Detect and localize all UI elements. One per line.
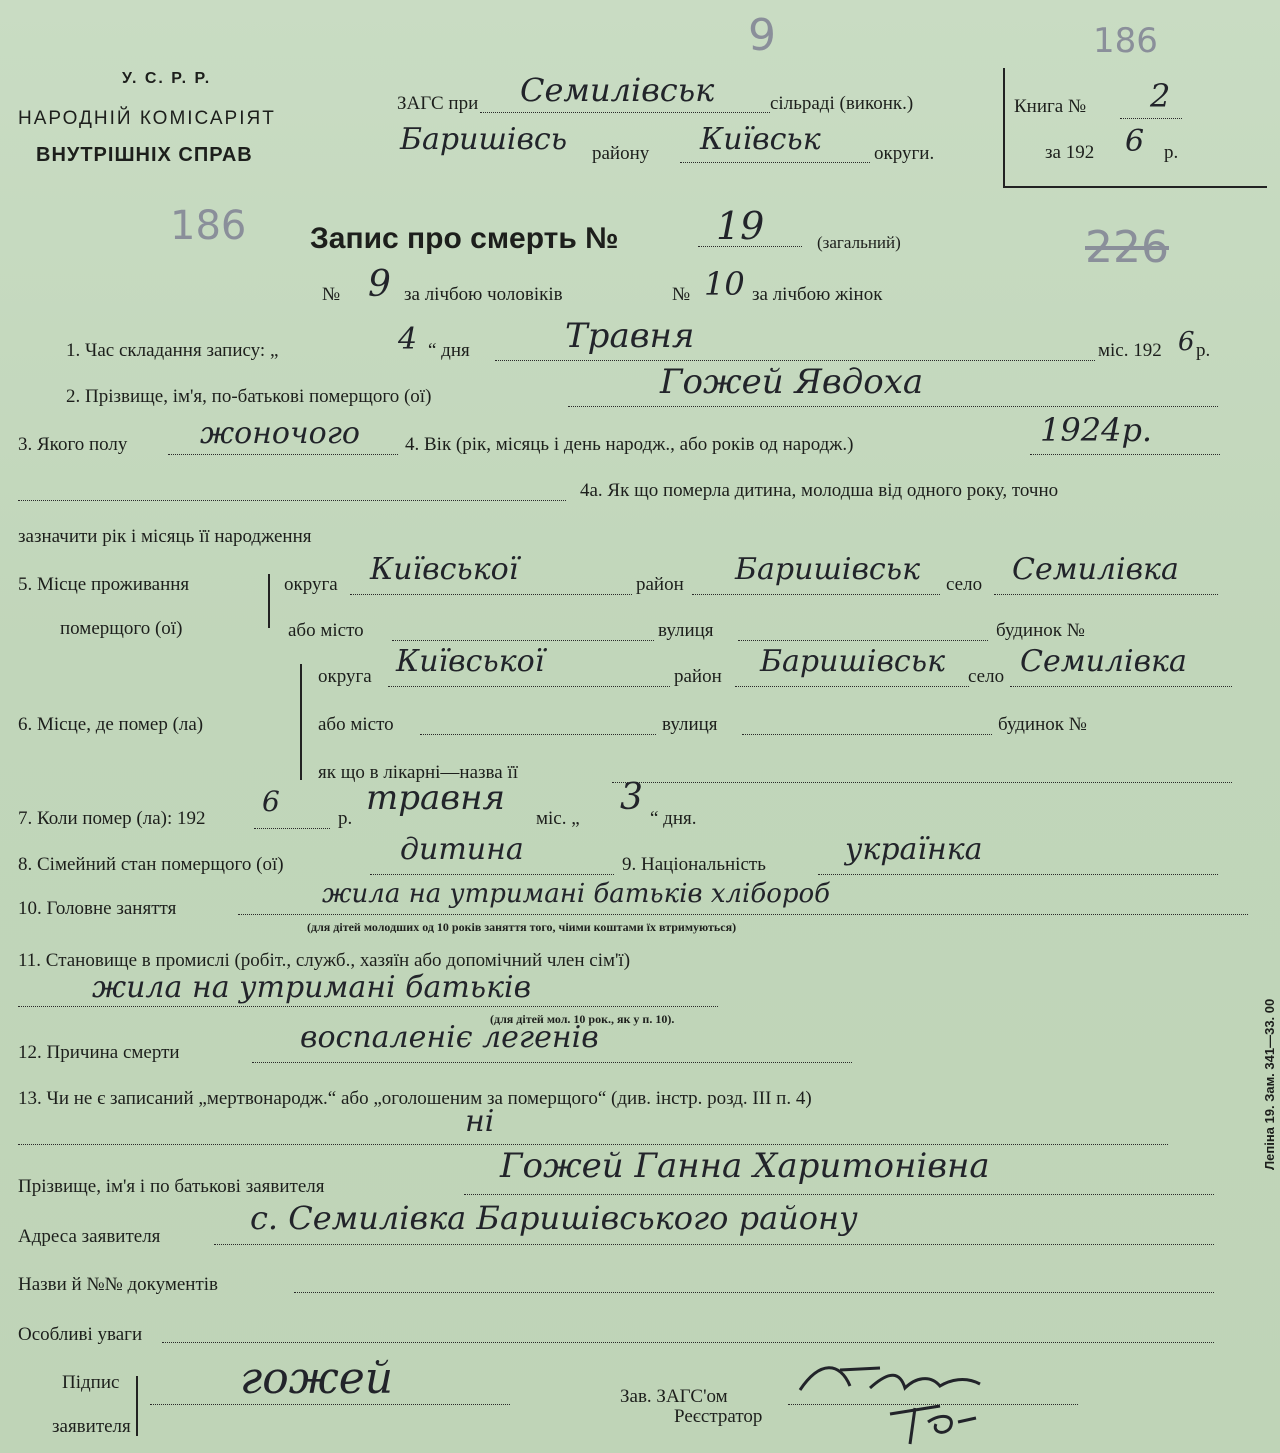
- field6-hospital: як що в лікарні—назва її: [318, 762, 518, 783]
- field11-value: жила на утримані батьків: [92, 970, 532, 1005]
- zags-underline: [480, 112, 770, 113]
- field4a-leading-underline: [18, 500, 566, 501]
- women-number: 10: [704, 265, 745, 303]
- applicant-signature: гожей: [240, 1353, 394, 1404]
- field6-raion-value: Баришівськ: [760, 644, 945, 679]
- field9-label: 9. Національність: [622, 854, 766, 875]
- field9-value: українка: [845, 832, 983, 867]
- sign-label-1: Підпис: [62, 1372, 120, 1393]
- field1-underline: [495, 360, 1095, 361]
- field6-vulytsia-underline: [742, 734, 992, 735]
- okruga-underline: [680, 162, 870, 163]
- field9-underline: [818, 874, 1218, 875]
- record-title: Запис про смерть №: [310, 222, 619, 255]
- field6-okruga-underline: [388, 686, 670, 687]
- field4a-label: 4а. Як що померла дитина, молодша від одного року, точно: [580, 480, 1059, 501]
- raion-handwritten: Баришівсь: [400, 122, 568, 157]
- okruga-label: округи.: [874, 143, 935, 164]
- okruga-handwritten: Київськ: [700, 122, 821, 157]
- field5-selo-value: Семилівка: [1012, 552, 1179, 587]
- year-digit: 6: [1125, 124, 1145, 159]
- field11-note: (для дітей мол. 10 рок., як у п. 10).: [490, 1012, 675, 1026]
- field1-label: 1. Час складання запису: „: [66, 340, 279, 361]
- field6-raion: район: [674, 666, 722, 687]
- field5-label2: померщого (ої): [60, 618, 183, 639]
- field3-value: жоночого: [200, 416, 360, 451]
- field8-label: 8. Сімейний стан померщого (ої): [18, 854, 284, 875]
- record-suffix: (загальний): [817, 233, 901, 252]
- field7-year: 6: [262, 785, 280, 818]
- book-label: Книга №: [1014, 96, 1087, 117]
- notes-label: Особливі уваги: [18, 1324, 143, 1345]
- address-value: с. Семилівка Баришівського району: [250, 1199, 858, 1237]
- zags-suffix: сільраді (виконк.): [770, 93, 914, 114]
- field1-mid: “ дня: [428, 340, 470, 361]
- men-no-sign: №: [322, 284, 341, 305]
- field2-value: Гожей Явдоха: [660, 362, 924, 402]
- field6-selo-underline: [1010, 686, 1232, 687]
- field5-okruga: округа: [284, 574, 338, 595]
- field5-misto-underline: [392, 640, 654, 641]
- field12-value: воспаленіє легенів: [300, 1020, 599, 1055]
- pencil-note-top: 186: [1093, 21, 1158, 61]
- year-suffix: р.: [1164, 142, 1179, 163]
- zags-village-handwritten: Семилівськ: [520, 71, 715, 109]
- registrar-signature: [880, 1392, 990, 1452]
- field13-label: 13. Чи не є записаний „мертвонародж.“ або „оголошеним за померщого“ (див. інстр. розд. III п. 4): [18, 1088, 812, 1109]
- field7-day: 3: [620, 777, 643, 818]
- field11-label: 11. Становище в промислі (робіт., служб., хазяїн або допомічний член сім'ї): [18, 950, 631, 971]
- field6-misto: або місто: [318, 714, 394, 735]
- field7-year-underline: [254, 828, 330, 829]
- field10-value: жила на утримані батьків хлібороб: [322, 879, 831, 909]
- field7-mis: міс. „: [536, 808, 580, 829]
- field10-note: (для дітей молодших од 10 років заняття того, чіими коштами їх втримуються): [307, 920, 737, 934]
- field5-selo: село: [946, 574, 983, 595]
- field5-label: 5. Місце проживання: [18, 574, 190, 595]
- field4-underline: [1030, 454, 1220, 455]
- men-label: за лічбою чоловіків: [404, 284, 563, 305]
- women-no-sign: №: [672, 284, 691, 305]
- field5-raion-underline: [692, 594, 940, 595]
- field5-budynok: будинок №: [996, 620, 1085, 641]
- field12-underline: [252, 1062, 852, 1063]
- field11-underline: [18, 1006, 718, 1007]
- field3-label: 3. Якого полу: [18, 434, 128, 455]
- field5-raion: район: [636, 574, 684, 595]
- book-number: 2: [1150, 77, 1171, 115]
- field8-value: дитина: [400, 832, 524, 867]
- record-number: 19: [716, 204, 765, 248]
- field4-value: 1924р.: [1040, 411, 1153, 449]
- zags-prefix: ЗАГС при: [397, 93, 479, 114]
- field6-brace: [300, 664, 302, 780]
- notes-underline: [162, 1342, 1214, 1343]
- year-label: за 192: [1045, 142, 1095, 163]
- field6-budynok: будинок №: [998, 714, 1087, 735]
- field6-misto-underline: [420, 734, 656, 735]
- registrar-label: Реєстратор: [674, 1406, 763, 1427]
- field5-raion-value: Баришівськ: [735, 552, 920, 587]
- field5-selo-underline: [994, 594, 1218, 595]
- address-underline: [214, 1244, 1214, 1245]
- field7-r: р.: [338, 808, 353, 829]
- pencil-big-digit: 9: [748, 10, 776, 61]
- ussr-label: У. С. Р. Р.: [122, 70, 212, 87]
- field4-label: 4. Вік (рік, місяць і день народж., або років од народж.): [405, 434, 854, 455]
- field10-underline: [238, 914, 1248, 915]
- printer-note: Лепіна 19. Зам. 341—33. 00: [1262, 998, 1277, 1170]
- field5-vulytsia-underline: [738, 640, 988, 641]
- address-label: Адреса заявителя: [18, 1226, 161, 1247]
- field10-label: 10. Головне заняття: [18, 898, 177, 919]
- field1-month: Травня: [565, 316, 695, 356]
- field6-label: 6. Місце, де помер (ла): [18, 714, 204, 735]
- field2-label: 2. Прізвище, ім'я, по-батькові померщого (ої): [66, 386, 432, 407]
- men-number: 9: [368, 264, 391, 305]
- sign-underline: [150, 1404, 510, 1405]
- field5-brace: [268, 574, 270, 628]
- field6-selo: село: [968, 666, 1005, 687]
- record-number-underline: [698, 246, 802, 247]
- field6-vulytsia: вулиця: [662, 714, 718, 735]
- docs-label: Назви й №№ документів: [18, 1274, 219, 1295]
- field13-underline: [18, 1144, 1168, 1145]
- applicant-underline: [464, 1194, 1214, 1195]
- pencil-note-left: 186: [170, 203, 247, 249]
- field6-okruga-value: Київської: [396, 644, 545, 679]
- raion-label: району: [592, 143, 650, 164]
- field5-misto: або місто: [288, 620, 364, 641]
- field6-selo-value: Семилівка: [1020, 644, 1187, 679]
- field3-underline: [168, 454, 398, 455]
- head-label: Зав. ЗАГС'ом: [620, 1386, 728, 1407]
- commissariat-line1: НАРОДНІЙ КОМІСАРІЯТ: [18, 108, 276, 129]
- field5-okruga-underline: [350, 594, 632, 595]
- pencil-note-right: 226: [1085, 222, 1169, 273]
- field6-raion-underline: [735, 686, 969, 687]
- field1-day: 4: [398, 322, 418, 357]
- field5-vulytsia: вулиця: [658, 620, 714, 641]
- women-label: за лічбою жінок: [752, 284, 883, 305]
- field7-label: 7. Коли помер (ла): 192: [18, 808, 206, 829]
- field12-label: 12. Причина смерти: [18, 1042, 180, 1063]
- field6-hospital-underline: [612, 782, 1232, 783]
- field2-underline: [568, 406, 1218, 407]
- applicant-label: Прізвище, ім'я і по батькові заявителя: [18, 1176, 325, 1197]
- commissariat-line2: ВНУТРІШНІХ СПРАВ: [36, 144, 253, 166]
- docs-underline: [294, 1292, 1214, 1293]
- field1-r: р.: [1196, 340, 1211, 361]
- field8-underline: [370, 874, 614, 875]
- applicant-value: Гожей Ганна Харитонівна: [500, 1146, 990, 1186]
- field1-year: 6: [1178, 327, 1195, 357]
- field13-value: ні: [465, 1104, 495, 1139]
- field5-okruga-value: Київської: [370, 552, 519, 587]
- field7-month: травня: [366, 778, 505, 818]
- field1-end: міс. 192: [1098, 340, 1162, 361]
- book-underline: [1120, 118, 1182, 119]
- sign-brace: [136, 1376, 138, 1436]
- field7-end: “ дня.: [650, 808, 697, 829]
- field4a-line2: зазначити рік і місяць її народження: [18, 526, 312, 547]
- field6-okruga: округа: [318, 666, 372, 687]
- sign-label-2: заявителя: [52, 1416, 131, 1437]
